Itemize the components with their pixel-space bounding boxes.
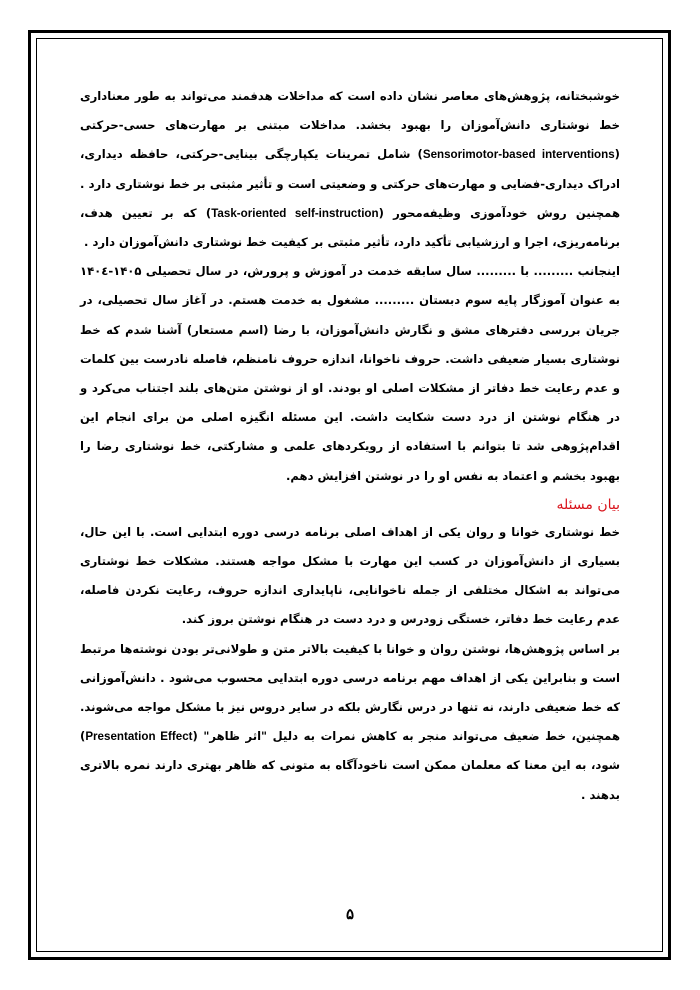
document-body [80, 82, 620, 810]
term-task-oriented: Task-oriented self-instruction [211, 206, 379, 220]
paragraph-problem-statement: خط نوشتاری خوانا و روان یکی از اهداف اصلی برنامه درسی دوره ابتدایی است. با این حال، بسیاری از دانش‌آموزان در کسب این مهارت با مشکل مواجه هستند. مشکلات خط نوشتاری می‌تواند به اشکال مختلفی از جمله ناخوانایی، ناپایداری اندازه حروف، رعایت نکردن فاصله، عدم رعایت خط دفاتر، خستگی زودرس و درد دست در هنگام نوشتن بروز کند. [80, 524, 620, 627]
paragraph-research: بر اساس پژوهش‌ها، نوشتن روان و خوانا با کیفیت بالاتر متن و طولانی‌تر بودن نوشته‌ها مرتبط است و بنابراین یکی از اهداف مهم برنامه درسی دوره ابتدایی محسوب می‌شود . دانش‌آموزانی که خط ضعیفی دارند، نه تنها در درس نگارش بلکه در سایر دروس نیز با مشکل مواجه می‌شوند. همچنین، خط ضعیف می‌تواند منجر به کاهش نمرات به دلیل "اثر ظاهر" (Presentation Effect) شود، به این معنا که معلمان ممکن است ناخودآگاه به متونی که ظاهر بهتری دارند نمره بالاتری بدهند . [80, 641, 620, 802]
section-heading: بیان مسئله [556, 496, 620, 513]
page-number: ۵ [345, 905, 355, 923]
paragraph-intro: خوشبختانه، پژوهش‌های معاصر نشان داده است که مداخلات هدفمند می‌تواند به طور معناداری خط نوشتاری دانش‌آموزان را بهبود بخشد. مداخلات مبتنی بر مهارت‌های حسی-حرکتی (Sensorimotor-based interventions) شامل تمرینات یکپارچگی بینایی-حرکتی، حافظه دیداری، ادراک دیداری-فضایی و مهارت‌های حرکتی و وضعیتی است و تأثیر مثبتی بر خط نوشتاری دارد . همچنین روش خودآموزی وظیفه‌محور (Task-oriented self-instruction) که بر تعیین هدف، برنامه‌ریزی، اجرا و ارزشیابی تأکید دارد، تأثیر مثبتی بر کیفیت خط نوشتاری دانش‌آموزان دارد . [80, 89, 620, 250]
term-sensorimotor: Sensorimotor-based interventions [422, 148, 615, 162]
term-presentation-effect: Presentation Effect [85, 730, 193, 744]
paragraph-teacher-case: اینجانب ......... با ......... سال سابقه خدمت در آموزش و پرورش، در سال تحصیلی ۱۴۰۵-۱۴۰٤ به عنوان آموزگار پایه سوم دبستان ......... مشغول به خدمت هستم. در آغاز سال تحصیلی، در جریان بررسی دفترهای مشق و نگارش دانش‌آموزان، با رضا (اسم مستعار) آشنا شدم که خط نوشتاری بسیار ضعیفی داشت. حروف ناخوانا، اندازه حروف نامنظم، فاصله نادرست بین کلمات و عدم رعایت خط دفاتر از مشکلات اصلی او بودند. او از نوشتن متن‌های بلند اجتناب می‌کرد و در هنگام نوشتن از درد دست شکایت داشت. این مسئله انگیزه اصلی من برای انجام این اقدام‌پژوهی شد تا بتوانم با استفاده از رویکردهای علمی و مشارکتی، خط نوشتاری رضا را بهبود بخشم و اعتماد به نفس او را در نوشتن افزایش دهم. [80, 264, 620, 483]
